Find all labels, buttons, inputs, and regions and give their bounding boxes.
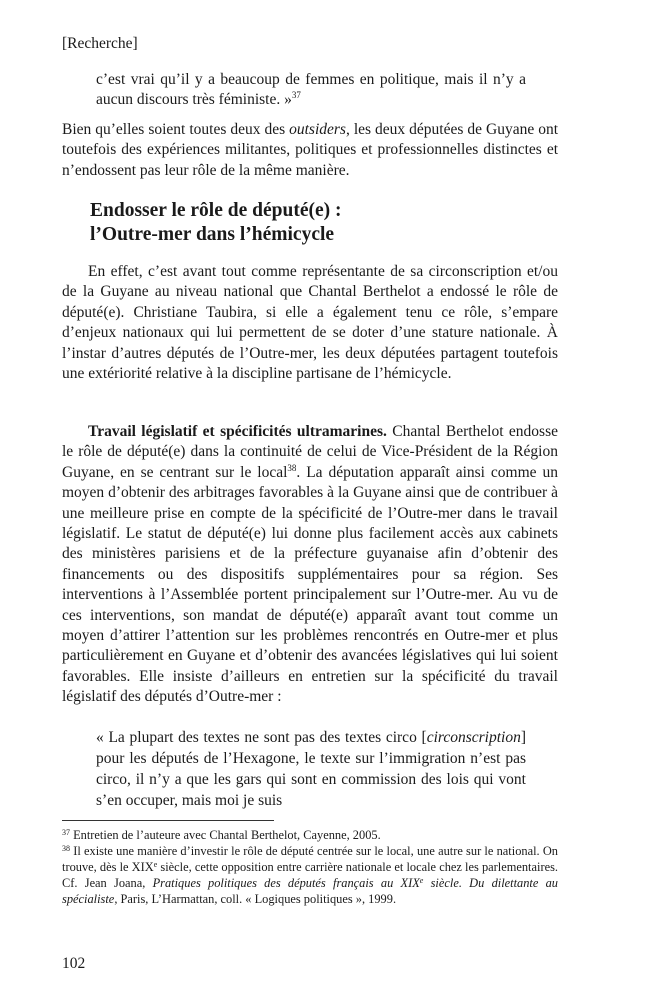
footnote-ref-38[interactable]: 38 [287, 462, 297, 473]
footnote-book-title: Pratiques politiques des députés français au XIX [152, 876, 420, 890]
quote-text: « La plupart des textes ne sont pas des textes circo [ [96, 729, 427, 746]
running-head: [Recherche] [62, 35, 138, 52]
quote-top-text: c’est vrai qu’il y a beaucoup de femmes en politique, mais il n’y a aucun discours très féministe. » [96, 71, 526, 108]
footnote-number: 37 [62, 828, 70, 837]
footnote-text: Entretien de l’auteure avec Chantal Berthelot, Cayenne, 2005. [70, 828, 381, 842]
paragraph-travail-legislatif [62, 422, 558, 708]
superscript: e [419, 876, 424, 885]
section-heading-line1: Endosser le rôle de député(e) : [90, 200, 342, 221]
quote-text: ] pour les députés de l’Hexagone, le texte sur l’immigration n’est pas circo, il n’y a que les gars qui sont en commission des lois qui vont s’en occuper, mais moi je suis [96, 729, 526, 809]
paragraph-en-effet: En effet, c’est avant tout comme représentante de sa circonscription et/ou de la Guyane au niveau national que Chantal Berthelot a endossé le rôle de député(e). Christiane Taubira, si elle a également tenu ce rôle, s’empare d’enjeux nationaux qui lui permettent de se doter d’une stature nationale. À l’instar d’autres députés de l’Outre-mer, les deux députées partagent toutefois une extériorité relative à la discipline partisane de l’hémicycle. [62, 263, 558, 383]
emphasis-outsiders: outsiders [289, 121, 346, 138]
superscript: e [153, 860, 158, 869]
paragraph-outsiders [62, 120, 558, 181]
footnote-text: , Paris, L’Harmattan, coll. « Logiques politiques », 1999. [114, 892, 397, 906]
emphasis-circonscription: circonscription [426, 729, 521, 746]
section-heading-line2: l’Outre-mer dans l’hémicycle [90, 224, 335, 245]
footnote-text: Il existe une manière d’investir le rôle de député centrée sur le local, une autre sur le national. On trouve, dès le XIX [62, 844, 558, 874]
paragraph-text: Chantal Berthelot endosse le rôle de député(e) dans la continuité de celui de Vice-Président de la Région Guyane, en se centrant sur le local [62, 423, 558, 481]
section-heading [90, 199, 530, 247]
footnote-ref-37[interactable]: 37 [291, 90, 301, 100]
page-number: 102 [62, 955, 86, 972]
footnote-text: siècle, cette opposition entre carrière nationale et locale chez les parlementaires. Cf. Jean Joana, [62, 860, 558, 890]
paragraph-text: , les deux députées de Guyane ont toutefois des expériences militantes, politiques et professionnelles distinctes et n’endossent pas leur rôle de la même manière. [62, 121, 558, 179]
footnotes [62, 827, 558, 907]
footnote-38 [62, 843, 558, 907]
footnote-book-title: siècle. Du dilettante au spécialiste [62, 876, 559, 906]
paragraph-text: Bien qu’elles soient toutes deux des [62, 121, 290, 138]
paragraph-lead: Travail législatif et spécificités ultramarines. [88, 423, 387, 440]
footnote-37 [62, 827, 558, 843]
footnote-number: 38 [62, 844, 70, 853]
block-quote-top [96, 70, 526, 110]
block-quote-bottom [96, 727, 526, 811]
footnote-separator [62, 820, 274, 821]
paragraph-text: . La députation apparaît ainsi comme un moyen d’obtenir des arbitrages favorables à la Guyane ainsi que de contribuer à une meilleure prise en compte de la spécificité de l’Outre-mer dans le travail législatif. Le statut de député(e) lui donne plus facilement accès aux cabinets des ministères parisiens et de la préfecture guyanaise afin d’obtenir des financements ou des dispositifs supplémentaires pour sa région. Ses interventions à l’Assemblée portent principalement sur l’Outre-mer. Au vu de ces interventions, son mandat de député(e) apparaît avant tout comme un moyen d’attirer l’attention sur les problèmes rencontrés en Outre-mer et plus particulièrement en Guyane et d’obtenir des avancées législatives qui lui soient favorables. Elle insiste d’ailleurs en entretien sur la spécificité du travail législatif des députés d’Outre-mer : [62, 463, 558, 706]
